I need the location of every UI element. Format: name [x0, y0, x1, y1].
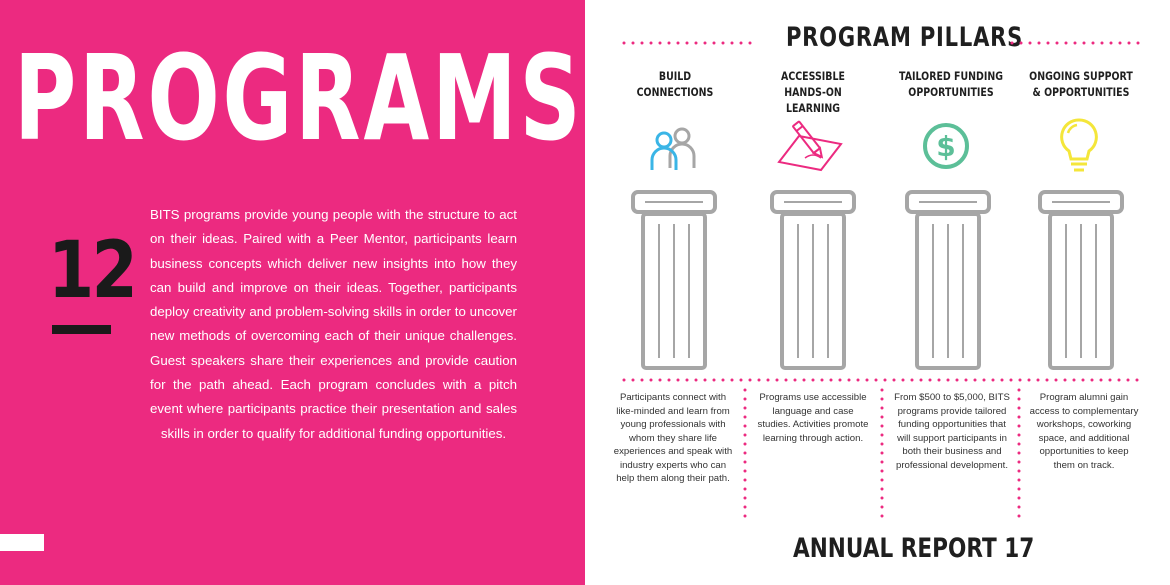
pillar-description-learning: Programs use accessible language and case studies. Activities promote learning through action.: [757, 392, 869, 444]
header-dots-left: [622, 41, 754, 45]
pillar-description-funding: From $500 to $5,000, BITS programs provide tailored funding opportunities that will support participants in both their business and professional development.: [894, 392, 1010, 471]
people-icon: [646, 126, 702, 172]
pillar-base-dots: [622, 377, 1142, 383]
page-tab-marker: [0, 534, 44, 551]
dollar-icon: [922, 122, 970, 170]
pillar-column-4: [1038, 190, 1124, 372]
pillar-column-3: [905, 190, 991, 372]
pillar-column-1: [631, 190, 717, 372]
pillar-label-learning: ACCESSIBLE HANDS-ON LEARNING: [781, 69, 845, 115]
pillar-column-2: [770, 190, 856, 372]
pillar-description-connections: Participants connect with like-minded and learn from young professionals with whom they share life experiences and speak with industry experts who can help them along their path.: [613, 392, 733, 484]
column-divider-1: [742, 388, 748, 520]
pillar-description-support: Program alumni gain access to complementary workshops, coworking space, and additional opportunities to keep them on track.: [1029, 392, 1139, 471]
pencil-paper-icon: [777, 118, 843, 172]
section-title: PROGRAM PILLARS: [785, 22, 1024, 53]
page-number-underline: [52, 325, 111, 334]
page-title: PROGRAMS: [14, 29, 584, 167]
footer-annual-report: ANNUAL REPORT 17: [793, 533, 1035, 564]
column-divider-3: [1016, 388, 1022, 520]
svg-text:$: $: [936, 130, 956, 163]
page-number: 12: [48, 226, 136, 316]
pillar-label-funding: TAILORED FUNDING OPPORTUNITIES: [899, 69, 1003, 99]
pillar-label-connections: BUILD CONNECTIONS: [636, 69, 714, 99]
lightbulb-icon: [1057, 117, 1101, 175]
intro-paragraph: BITS programs provide young people with the structure to act on their ideas. Paired with a Peer Mentor, participants learn business concepts which deliver new insights into how they can build and improve on their ideas. Together, participants deploy creativity and problem-solving skills in order to uncover new methods of overcoming each of their unique challenges. Guest speakers share their experiences and provide caution for the path ahead. Each program concludes with a pitch event where participants practice their presentation and sales skills in order to qualify for additional funding opportunities.: [150, 207, 517, 441]
pillar-label-support: ONGOING SUPPORT & OPPORTUNITIES: [1029, 69, 1133, 99]
column-divider-2: [879, 388, 885, 520]
header-dots-right: [1010, 41, 1142, 45]
